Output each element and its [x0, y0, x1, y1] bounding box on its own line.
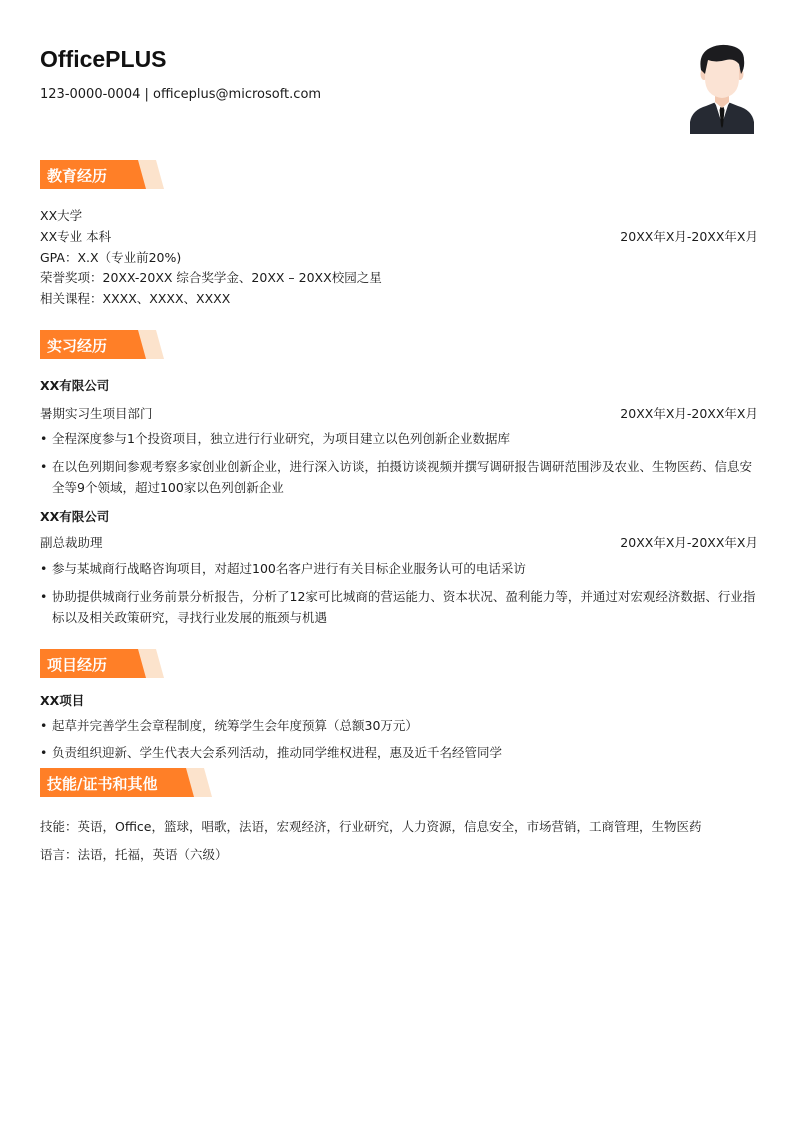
- list-item: • 协助提供城商行业务前景分析报告，分析了12家可比城商的营运能力、资本状况、盈利能力等，并通过对宏观经济数据、行业指标以及相关政策研究，寻找行业发展的瓶颈与机遇: [40, 589, 756, 625]
- gpa: GPA：X.X（专业前20%): [40, 250, 182, 265]
- list-item: • 参与某城商行战略咨询项目，对超过100名客户进行有关目标企业服务认可的电话采访: [40, 561, 526, 576]
- education-date: 20XX年X月-20XX年X月: [620, 229, 758, 244]
- avatar: [688, 44, 756, 134]
- list-item: • 起草并完善学生会章程制度，统筹学生会年度预算（总额30万元）: [40, 718, 418, 733]
- list-item: • 在以色列期间参观考察多家创业创新企业，进行深入访谈，拍摄访谈视频并撰写调研报告调研范围涉及农业、生物医药、信息安全等9个领域，超过100家以色列创新企业: [40, 459, 753, 495]
- contact-info: 123-0000-0004 | officeplus@microsoft.com: [40, 87, 322, 102]
- job-date: 20XX年X月-20XX年X月: [620, 535, 758, 550]
- section-title: 教育经历: [47, 167, 108, 185]
- candidate-name: OfficePLUS: [40, 46, 167, 72]
- job-role: 副总裁助理: [40, 535, 103, 550]
- courses: 相关课程：XXXX、XXXX、XXXX: [40, 291, 231, 306]
- company-name: XX有限公司: [40, 509, 110, 524]
- school-name: XX大学: [40, 208, 83, 223]
- section-header-education: [40, 160, 170, 189]
- job-date: 20XX年X月-20XX年X月: [620, 406, 758, 421]
- section-title: 实习经历: [47, 337, 108, 355]
- job-role: 暑期实习生项目部门: [40, 406, 153, 421]
- language-line: 语言：法语，托福，英语（六级）: [40, 847, 228, 862]
- list-item: • 全程深度参与1个投资项目，独立进行行业研究，为项目建立以色列创新企业数据库: [40, 431, 510, 446]
- section-header-skills: [40, 768, 220, 797]
- honors: 荣誉奖项：20XX-20XX 综合奖学金、20XX – 20XX校园之星: [40, 270, 382, 285]
- major-degree: XX专业 本科: [40, 229, 112, 244]
- list-item: • 负责组织迎新、学生代表大会系列活动，推动同学维权进程，惠及近千名经管同学: [40, 745, 503, 760]
- section-header-project: [40, 649, 170, 678]
- section-title: 项目经历: [47, 656, 108, 674]
- project-name: XX项目: [40, 693, 85, 708]
- section-header-internship: [40, 330, 170, 359]
- skills-line: 技能：英语，Office，篮球，唱歌，法语，宏观经济，行业研究，人力资源，信息安全，市场营销，工商管理，生物医药: [40, 819, 702, 834]
- company-name: XX有限公司: [40, 378, 110, 393]
- section-title: 技能/证书和其他: [47, 775, 158, 793]
